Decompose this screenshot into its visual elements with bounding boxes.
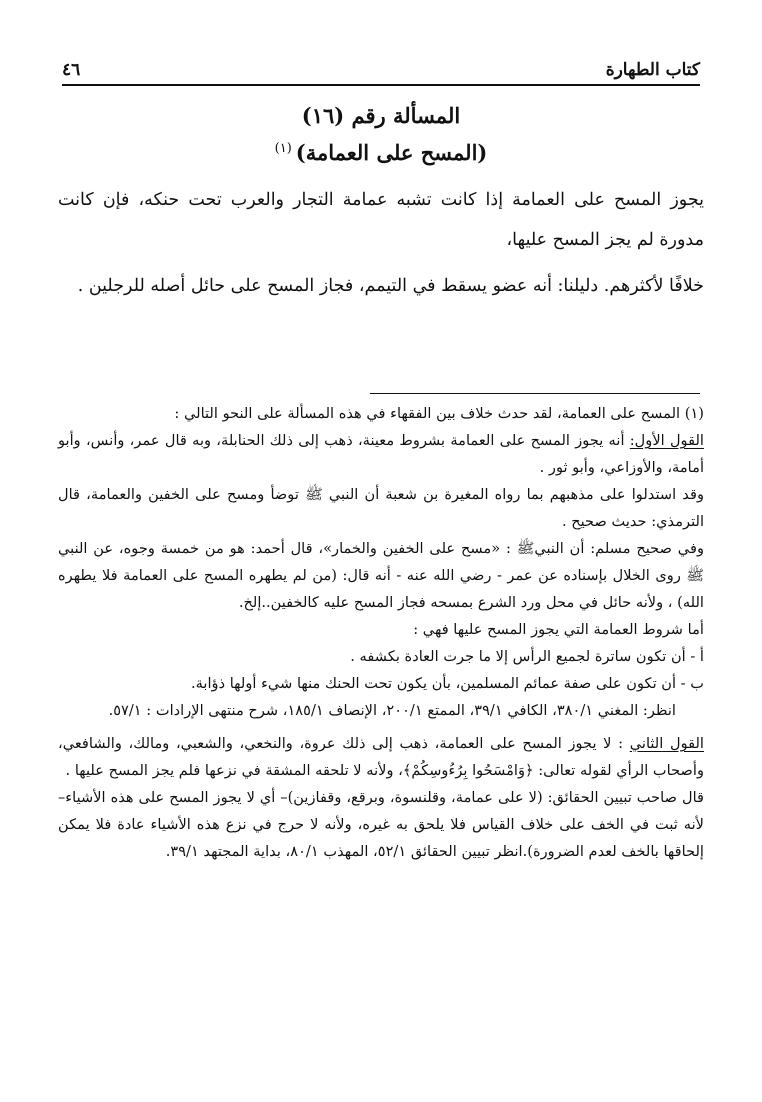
footnote-reference: (١): [274, 141, 292, 156]
footnote-intro: (١) المسح على العمامة، لقد حدث خلاف بين الفقهاء في هذه المسألة على النحو التالي :: [174, 405, 704, 422]
condition-b: ب - أن تكون على صفة عمائم المسلمين، بأن يكون تحت الحنك منها شيء أولها ذؤابة.: [190, 675, 704, 692]
first-opinion: [58, 427, 704, 481]
running-title: كتاب الطهارة: [605, 60, 700, 80]
first-opinion-text: أنه يجوز المسح على العمامة بشروط معينة، ذهب إلى ذلك الحنابلة، وبه قال عمر، وأنس، وأبو أمامة، والأوزاعي، وأبو ثور .: [58, 432, 704, 476]
second-opinion: [58, 730, 704, 784]
conditions-intro: أما شروط العمامة التي يجوز المسح عليها فهي :: [413, 621, 704, 638]
evidence-paragraph-1: وقد استدلوا على مذهبهم بما رواه المغيرة بن شعبة أن النبي ﷺ توضأ ومسح على الخفين والعمامة، قال الترمذي: حديث صحيح .: [58, 486, 704, 530]
first-opinion-label: القول الأول:: [629, 432, 704, 449]
condition-a: أ - أن تكون ساترة لجميع الرأس إلا ما جرت العادة بكشفه .: [350, 648, 704, 665]
section-heading: [62, 100, 700, 170]
references-1: انظر: المغني ٣٨٠/١، الكافي ٣٩/١، الممتع ٢٠٠/١، الإنصاف ١٨٥/١، شرح منتهى الإرادات : ٥٧/١.: [108, 702, 676, 719]
footnote-section: [58, 400, 704, 865]
evidence-paragraph-3: قال صاحب تبيين الحقائق: (لا على عمامة، وقلنسوة، وبرقع، وقفازين)– أي لا يجوز المسح على هذه الأشياء– لأنه ثبت في الخف على خلاف القياس فلا يلحق به غيره، ولأنه لا حرج في نزع هذه الأشياء عادة فلا يمكن إلحاقها بالخف لعدم الضرورة).انظر تبيين الحقائق ٥٢/١، المهذب ٨٠/١، بداية المجتهد ٣٩/١.: [58, 789, 704, 860]
issue-subtitle: (المسح على العمامة): [295, 140, 488, 165]
issue-title: المسألة رقم (١٦): [301, 103, 461, 128]
main-paragraph-2: خلافًا لأكثرهم. دليلنا: أنه عضو يسقط في التيمم، فجاز المسح على حائل أصله للرجلين .: [77, 276, 704, 296]
evidence-paragraph-2: وفي صحيح مسلم: أن النبيﷺ : «مسح على الخفين والخمار»، قال أحمد: هو من خمسة وجوه، عن النبي ﷺ روى الخلال بإسناده عن عمر - رضي الله عنه - أنه قال: (من لم يطهره المسح على العمامة فلا يطهره الله) ، ولأنه حائل في محل ورد الشرع بمسحه فجاز المسح عليه كالخفين..إلخ.: [58, 540, 704, 611]
second-opinion-text: : لا يجوز المسح على العمامة، ذهب إلى ذلك عروة، والنخعي، والشعبي، ومالك، والشافعي، وأصحاب الرأي لقوله تعالى: ﴿وَامْسَحُوا بِرُءُوسِكُمْ﴾، ولأنه لا تلحقه المشقة في نزعها فلم يجز المسح عليها .: [58, 735, 704, 779]
main-paragraph-1: يجوز المسح على العمامة إذا كانت تشبه عمامة التجار والعرب تحت حنكه، فإن كانت مدورة لم يجز المسح عليها،: [58, 190, 704, 250]
page-header: [62, 48, 700, 86]
second-opinion-label: القول الثاني: [629, 735, 704, 752]
issue-subtitle-line: [62, 132, 700, 170]
footnote-separator: [370, 393, 700, 394]
main-text: [58, 180, 704, 312]
page-number: ٤٦: [62, 60, 81, 80]
